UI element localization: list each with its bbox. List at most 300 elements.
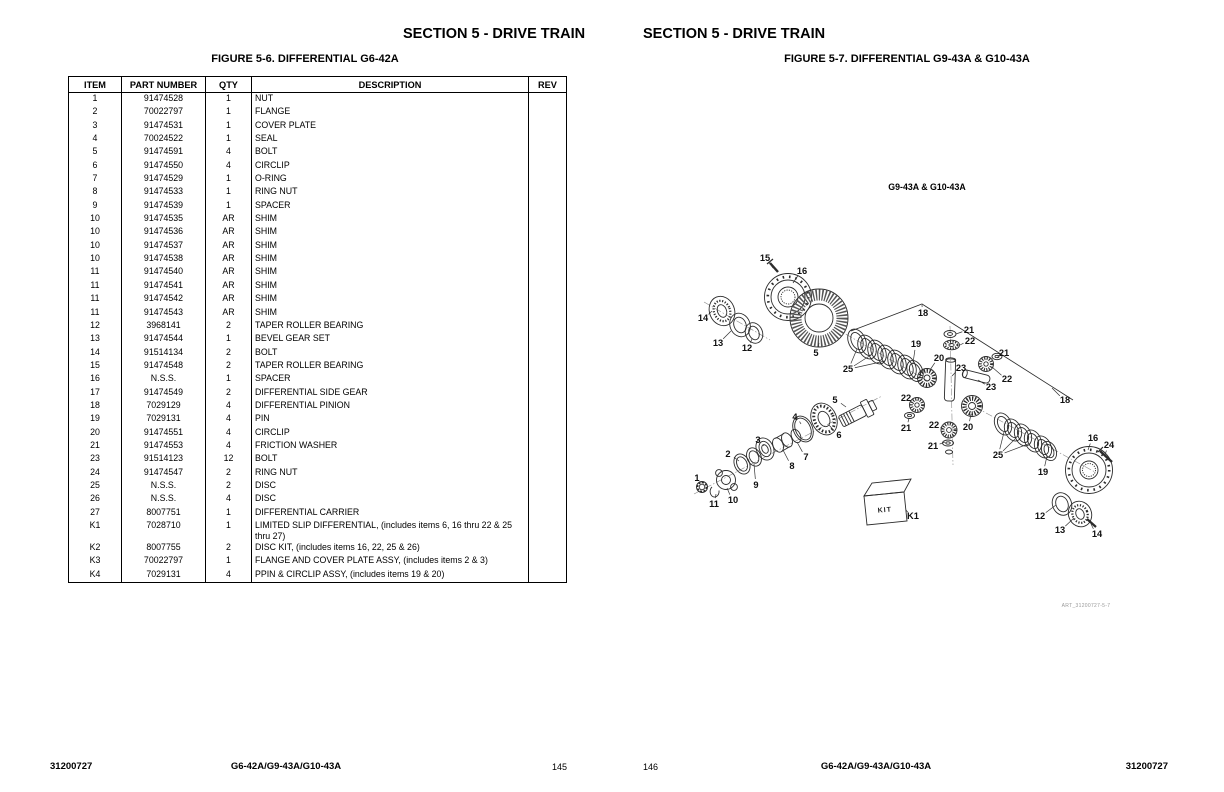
table-row [69, 293, 567, 306]
rev-cell [529, 333, 567, 346]
callout-leader-line [797, 442, 802, 452]
diagram-callout-label: 6 [836, 430, 842, 441]
part-number-cell: 91514134 [122, 347, 206, 360]
qty-cell: 1 [206, 520, 252, 542]
qty-cell: 2 [206, 360, 252, 373]
part-number-cell: 91474529 [122, 173, 206, 186]
item-cell: 18 [69, 400, 122, 413]
part-number-cell: 70022797 [122, 555, 206, 568]
table-row [69, 133, 567, 146]
kit-box-label: KIT [877, 506, 893, 515]
callout-leader-line [978, 380, 985, 384]
side-gear-22-right [979, 357, 994, 372]
description-cell: COVER PLATE [252, 120, 529, 133]
clip-11 [710, 487, 719, 497]
description-cell: DISC [252, 480, 529, 493]
rev-cell [529, 160, 567, 173]
diagram-callout-label: 14 [1091, 529, 1103, 540]
differential-exploded-diagram [680, 180, 1140, 560]
item-cell: 5 [69, 146, 122, 159]
table-row [69, 160, 567, 173]
item-cell: 11 [69, 293, 122, 306]
left-footer-model: G6-42A/G9-43A/G10-43A [230, 761, 342, 772]
qty-cell: 1 [206, 120, 252, 133]
qty-cell: AR [206, 280, 252, 293]
gear-washer-22-top [944, 340, 960, 350]
part-number-cell: 3968141 [122, 320, 206, 333]
rev-cell [529, 293, 567, 306]
column-header: PART NUMBER [122, 77, 206, 93]
diagram-callout-label: 22 [964, 336, 976, 347]
table-row [69, 120, 567, 133]
item-cell: 9 [69, 200, 122, 213]
item-cell: 26 [69, 493, 122, 506]
part-number-cell: 8007755 [122, 542, 206, 555]
ring-2 [731, 451, 753, 476]
description-cell: BEVEL GEAR SET [252, 333, 529, 346]
diagram-callout-label: 11 [709, 499, 719, 510]
qty-cell: 1 [206, 106, 252, 119]
part-number-cell: 91474550 [122, 160, 206, 173]
table-row [69, 520, 567, 542]
table-row [69, 542, 567, 555]
description-cell: RING NUT [252, 186, 529, 199]
description-cell: CIRCLIP [252, 427, 529, 440]
bearing-cone-13-right [1064, 498, 1095, 531]
qty-cell: 2 [206, 320, 252, 333]
item-cell: 3 [69, 120, 122, 133]
qty-cell: 1 [206, 507, 252, 520]
table-row [69, 93, 567, 107]
table-row [69, 253, 567, 266]
table-row [69, 360, 567, 373]
carrier-bracket-line [851, 304, 1073, 400]
qty-cell: 4 [206, 427, 252, 440]
table-row [69, 146, 567, 159]
part-number-cell: 91474540 [122, 266, 206, 279]
rev-cell [529, 520, 567, 542]
rev-cell [529, 200, 567, 213]
item-cell: K1 [69, 520, 122, 542]
description-cell: FLANGE AND COVER PLATE ASSY, (includes items 2 & 3) [252, 555, 529, 568]
qty-cell: 1 [206, 555, 252, 568]
side-gear-22-mid [910, 398, 925, 413]
description-cell: CIRCLIP [252, 160, 529, 173]
table-row [69, 186, 567, 199]
part-number-cell: 91474541 [122, 280, 206, 293]
callout-leader-line [841, 403, 846, 407]
description-cell: SHIM [252, 280, 529, 293]
diagram-callout-label: 9 [753, 480, 759, 491]
table-row [69, 480, 567, 493]
table-row [69, 413, 567, 426]
item-cell: 13 [69, 333, 122, 346]
part-number-cell: 91474547 [122, 467, 206, 480]
item-cell: 10 [69, 240, 122, 253]
table-row [69, 373, 567, 386]
rev-cell [529, 240, 567, 253]
qty-cell: 2 [206, 387, 252, 400]
item-cell: 11 [69, 266, 122, 279]
description-cell: SHIM [252, 266, 529, 279]
rev-cell [529, 307, 567, 320]
part-number-cell: 91474591 [122, 146, 206, 159]
qty-cell: 4 [206, 413, 252, 426]
diagram-callout-label: 21 [927, 441, 939, 452]
description-cell: LIMITED SLIP DIFFERENTIAL, (includes items 6, 16 thru 22 & 25 thru 27) [252, 520, 529, 542]
qty-cell: AR [206, 253, 252, 266]
qty-cell: AR [206, 226, 252, 239]
table-header-row [69, 77, 567, 93]
rev-cell [529, 542, 567, 555]
diagram-callout-label: 13 [712, 338, 724, 349]
description-cell: SHIM [252, 213, 529, 226]
callout-leader-line [1046, 505, 1056, 513]
column-header: QTY [206, 77, 252, 93]
part-number-cell: 7029131 [122, 413, 206, 426]
diagram-callout-label: 15 [759, 253, 771, 264]
table-row [69, 106, 567, 119]
flange-10 [716, 470, 738, 491]
description-cell: DISC [252, 493, 529, 506]
diagram-callout-label: 21 [900, 423, 912, 434]
table-row [69, 240, 567, 253]
part-number-cell: 91474537 [122, 240, 206, 253]
item-cell: 15 [69, 360, 122, 373]
part-number-cell: 91474531 [122, 120, 206, 133]
rev-cell [529, 226, 567, 239]
callout-leader-line [715, 494, 716, 498]
qty-cell: 1 [206, 200, 252, 213]
rev-cell [529, 387, 567, 400]
right-section-header: SECTION 5 - DRIVE TRAIN [643, 26, 826, 42]
item-cell: 11 [69, 307, 122, 320]
diagram-callout-label: 25 [992, 450, 1004, 461]
table-row [69, 173, 567, 186]
qty-cell: AR [206, 266, 252, 279]
qty-cell: 1 [206, 93, 252, 107]
item-cell: 11 [69, 280, 122, 293]
diagram-callout-label: 1 [694, 473, 700, 484]
description-cell: FLANGE [252, 106, 529, 119]
description-cell: NUT [252, 93, 529, 107]
diagram-callout-label: 13 [1054, 525, 1066, 536]
table-row [69, 200, 567, 213]
description-cell: SHIM [252, 307, 529, 320]
right-footer-doc-number: 31200727 [1125, 761, 1168, 772]
rev-cell [529, 347, 567, 360]
table-row [69, 427, 567, 440]
rev-cell [529, 360, 567, 373]
right-footer-model: G6-42A/G9-43A/G10-43A [820, 761, 932, 772]
callout-leader-line [1005, 444, 1028, 453]
rev-cell [529, 373, 567, 386]
qty-cell: AR [206, 240, 252, 253]
item-cell: 21 [69, 440, 122, 453]
diagram-callout-label: 12 [1034, 511, 1046, 522]
description-cell: BOLT [252, 146, 529, 159]
item-cell: 4 [69, 133, 122, 146]
description-cell: TAPER ROLLER BEARING [252, 360, 529, 373]
rev-cell [529, 493, 567, 506]
item-cell: 1 [69, 93, 122, 107]
callout-leader-line [854, 355, 871, 366]
right-footer-page-number: 146 [643, 762, 659, 772]
table-row [69, 307, 567, 320]
rev-cell [529, 427, 567, 440]
diagram-callout-label: 18 [1059, 395, 1071, 406]
item-cell: 24 [69, 467, 122, 480]
rev-cell [529, 440, 567, 453]
kit-box [864, 479, 911, 525]
part-number-cell: 91474549 [122, 387, 206, 400]
item-cell: 16 [69, 373, 122, 386]
right-figure-title: FIGURE 5-7. DIFFERENTIAL G9-43A & G10-43A [784, 53, 1030, 65]
description-cell: BOLT [252, 453, 529, 466]
column-header: ITEM [69, 77, 122, 93]
callout-leader-line [992, 367, 1002, 375]
description-cell: TAPER ROLLER BEARING [252, 320, 529, 333]
diagram-callout-label: 3 [755, 435, 761, 446]
qty-cell: 2 [206, 480, 252, 493]
qty-cell: 4 [206, 569, 252, 583]
rev-cell [529, 555, 567, 568]
diagram-callout-label: 19 [1037, 467, 1049, 478]
item-cell: 8 [69, 186, 122, 199]
table-row [69, 569, 567, 583]
rev-cell [529, 146, 567, 159]
qty-cell: 4 [206, 493, 252, 506]
description-cell: DISC KIT, (includes items 16, 22, 25 & 26) [252, 542, 529, 555]
part-number-cell: 91474533 [122, 186, 206, 199]
item-cell: 7 [69, 173, 122, 186]
art-number: ART_31200727-5-7 [1061, 603, 1111, 609]
part-number-cell: 91474535 [122, 213, 206, 226]
callout-leader-line [956, 332, 962, 334]
description-cell: SHIM [252, 293, 529, 306]
diagram-callout-label: 14 [697, 313, 709, 324]
rev-cell [529, 413, 567, 426]
description-cell: DIFFERENTIAL CARRIER [252, 507, 529, 520]
diagram-callout-label: 19 [910, 339, 922, 350]
description-cell: SHIM [252, 253, 529, 266]
diagram-callout-label: 21 [998, 348, 1010, 359]
qty-cell: AR [206, 213, 252, 226]
part-number-cell: 91474544 [122, 333, 206, 346]
part-number-cell: 91474553 [122, 440, 206, 453]
spider-shaft-23 [944, 358, 956, 402]
rev-cell [529, 266, 567, 279]
table-row [69, 493, 567, 506]
rev-cell [529, 467, 567, 480]
ring-19-left [904, 358, 927, 384]
left-footer-doc-number: 31200727 [50, 761, 93, 772]
table-row [69, 226, 567, 239]
item-cell: K3 [69, 555, 122, 568]
item-cell: 10 [69, 213, 122, 226]
qty-cell: 4 [206, 400, 252, 413]
description-cell: SHIM [252, 240, 529, 253]
callout-leader-line [800, 422, 801, 424]
rev-cell [529, 453, 567, 466]
column-header: REV [529, 77, 567, 93]
part-number-cell: N.S.S. [122, 480, 206, 493]
table-row [69, 453, 567, 466]
left-section-header: SECTION 5 - DRIVE TRAIN [403, 26, 586, 42]
rev-cell [529, 93, 567, 107]
diagram-callout-label: 12 [741, 343, 753, 354]
description-cell: PPIN & CIRCLIP ASSY, (includes items 19 & 20) [252, 569, 529, 583]
diagram-callout-label: 5 [813, 348, 819, 359]
rev-cell [529, 133, 567, 146]
part-number-cell: 91474543 [122, 307, 206, 320]
column-header: DESCRIPTION [252, 77, 529, 93]
rev-cell [529, 106, 567, 119]
part-number-cell: 7028710 [122, 520, 206, 542]
part-number-cell: 91474528 [122, 93, 206, 107]
description-cell: DIFFERENTIAL SIDE GEAR [252, 387, 529, 400]
item-cell: 19 [69, 413, 122, 426]
callout-leader-line [783, 450, 789, 461]
description-cell: FRICTION WASHER [252, 440, 529, 453]
part-number-cell: 91514123 [122, 453, 206, 466]
table-row [69, 555, 567, 568]
part-number-cell: N.S.S. [122, 493, 206, 506]
qty-cell: 2 [206, 467, 252, 480]
qty-cell: AR [206, 307, 252, 320]
rev-cell [529, 480, 567, 493]
item-cell: 17 [69, 387, 122, 400]
description-cell: SPACER [252, 200, 529, 213]
description-cell: DIFFERENTIAL PINION [252, 400, 529, 413]
rev-cell [529, 507, 567, 520]
diagram-callout-label: 22 [900, 393, 912, 404]
washer-21-mid [905, 413, 915, 419]
qty-cell: 12 [206, 453, 252, 466]
qty-cell: 2 [206, 542, 252, 555]
ring-12-right [1049, 490, 1075, 518]
qty-cell: 4 [206, 440, 252, 453]
table-row [69, 280, 567, 293]
item-cell: 6 [69, 160, 122, 173]
parts-table-body [69, 93, 567, 583]
description-cell: BOLT [252, 347, 529, 360]
qty-cell: 2 [206, 347, 252, 360]
parts-table [68, 76, 567, 583]
parts-table-head [69, 77, 567, 93]
pinion-shaft-5 [837, 397, 879, 429]
part-number-cell: 91474548 [122, 360, 206, 373]
part-number-cell: 91474551 [122, 427, 206, 440]
item-cell: 23 [69, 453, 122, 466]
rev-cell [529, 186, 567, 199]
part-number-cell: 70022797 [122, 106, 206, 119]
rev-cell [529, 213, 567, 226]
pinion-gear-20-left [918, 369, 937, 388]
diagram-callout-label: 24 [1103, 440, 1115, 451]
table-row [69, 320, 567, 333]
item-cell: 27 [69, 507, 122, 520]
diagram-callout-label: 16 [796, 266, 808, 277]
diagram-callout-label: 18 [917, 308, 929, 319]
diagram-callout-label: 2 [725, 449, 731, 460]
description-cell: SEAL [252, 133, 529, 146]
diagram-callout-label: 23 [985, 382, 997, 393]
description-cell: SPACER [252, 373, 529, 386]
item-cell: 14 [69, 347, 122, 360]
table-row [69, 333, 567, 346]
diagram-callout-label: K1 [907, 511, 919, 522]
description-cell: SHIM [252, 226, 529, 239]
qty-cell: 4 [206, 146, 252, 159]
diagram-callout-label: 21 [963, 325, 975, 336]
diagram-callout-label: 4 [792, 412, 798, 423]
rev-cell [529, 400, 567, 413]
diagram-callout-label: 8 [789, 461, 795, 472]
rev-cell [529, 253, 567, 266]
item-cell: 25 [69, 480, 122, 493]
part-number-cell: 91474539 [122, 200, 206, 213]
callout-leader-line [723, 331, 731, 339]
diagram-callout-label: 20 [962, 422, 974, 433]
table-row [69, 507, 567, 520]
part-number-cell: 91474536 [122, 226, 206, 239]
rev-cell [529, 569, 567, 583]
diagram-callout-label: 10 [727, 495, 739, 506]
qty-cell: 4 [206, 160, 252, 173]
table-row [69, 347, 567, 360]
callout-leader-line [930, 363, 935, 370]
part-number-cell: 7029131 [122, 569, 206, 583]
description-cell: PIN [252, 413, 529, 426]
left-footer-page-number: 145 [552, 762, 568, 772]
description-cell: O-RING [252, 173, 529, 186]
item-cell: 10 [69, 253, 122, 266]
part-number-cell: 91474542 [122, 293, 206, 306]
diagram-callout-label: 5 [832, 395, 838, 406]
qty-cell: 1 [206, 133, 252, 146]
rev-cell [529, 120, 567, 133]
table-row [69, 467, 567, 480]
left-figure-title: FIGURE 5-6. DIFFERENTIAL G6-42A [211, 53, 399, 65]
item-cell: 2 [69, 106, 122, 119]
rev-cell [529, 320, 567, 333]
table-row [69, 387, 567, 400]
part-number-cell: 8007751 [122, 507, 206, 520]
table-row [69, 266, 567, 279]
pinion-gear-20-right [962, 396, 983, 417]
qty-cell: 1 [206, 173, 252, 186]
item-cell: K2 [69, 542, 122, 555]
disc-stack-25-left [844, 326, 920, 382]
diagram-callout-label: 22 [1001, 374, 1013, 385]
qty-cell: 1 [206, 373, 252, 386]
qty-cell: 1 [206, 186, 252, 199]
rev-cell [529, 173, 567, 186]
diagram-caption: G9-43A & G10-43A [888, 182, 966, 192]
part-number-cell: N.S.S. [122, 373, 206, 386]
part-number-cell: 70024522 [122, 133, 206, 146]
table-row [69, 440, 567, 453]
diagram-callout-label: 16 [1087, 433, 1099, 444]
item-cell: K4 [69, 569, 122, 583]
qty-cell: 1 [206, 333, 252, 346]
side-gear-22-bottom [941, 422, 957, 438]
description-cell: RING NUT [252, 467, 529, 480]
diagram-callout-label: 22 [928, 420, 940, 431]
table-row [69, 213, 567, 226]
callout-leader-line [855, 361, 885, 368]
